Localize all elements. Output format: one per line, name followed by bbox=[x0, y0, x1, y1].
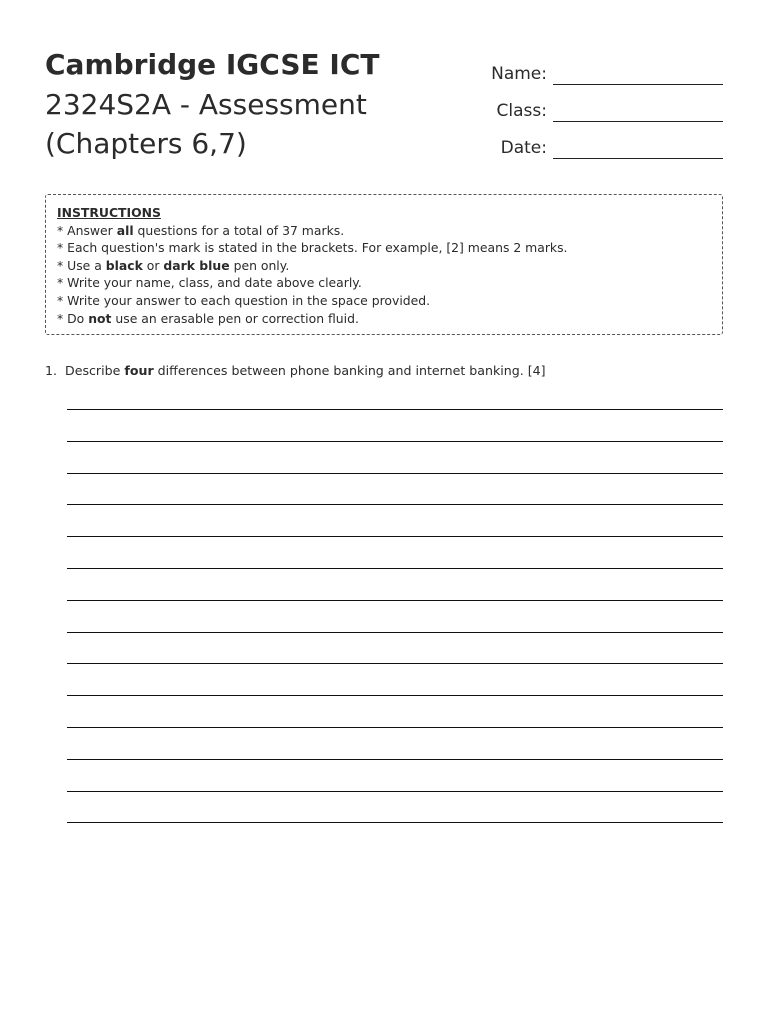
answer-line[interactable] bbox=[67, 759, 723, 791]
answer-line[interactable] bbox=[67, 791, 723, 823]
answer-line[interactable] bbox=[67, 822, 723, 824]
question-number: 1. bbox=[45, 363, 58, 378]
assessment-chapters: (Chapters 6,7) bbox=[45, 127, 247, 160]
instruction-line-4: * Write your name, class, and date above clearly. bbox=[57, 275, 362, 291]
class-blank-line[interactable] bbox=[553, 98, 723, 122]
answer-line[interactable] bbox=[67, 663, 723, 695]
instructions-box bbox=[45, 194, 723, 335]
answer-area[interactable] bbox=[67, 409, 723, 824]
name-blank-line[interactable] bbox=[553, 61, 723, 85]
answer-line[interactable] bbox=[67, 695, 723, 727]
name-field[interactable] bbox=[463, 48, 723, 85]
answer-line[interactable] bbox=[67, 536, 723, 568]
instruction-line-6: * Do not use an erasable pen or correction fluid. bbox=[57, 310, 359, 326]
document-header bbox=[45, 45, 379, 163]
student-info-fields bbox=[463, 48, 723, 159]
instruction-line-2: * Each question's mark is stated in the brackets. For example, [2] means 2 marks. bbox=[57, 240, 568, 256]
answer-line[interactable] bbox=[67, 632, 723, 664]
answer-line[interactable] bbox=[67, 473, 723, 505]
answer-line[interactable] bbox=[67, 727, 723, 759]
answer-line[interactable] bbox=[67, 441, 723, 473]
question-text-post: differences between phone banking and internet banking. [4] bbox=[153, 363, 546, 378]
name-label: Name: bbox=[491, 64, 547, 84]
question-text-pre: Describe bbox=[65, 363, 125, 378]
answer-line[interactable] bbox=[67, 600, 723, 632]
date-field[interactable] bbox=[463, 122, 723, 159]
question-1 bbox=[45, 362, 546, 379]
answer-line[interactable] bbox=[67, 409, 723, 441]
answer-line[interactable] bbox=[67, 504, 723, 536]
question-text-bold: four bbox=[124, 363, 154, 378]
course-title: Cambridge IGCSE ICT bbox=[45, 48, 380, 81]
answer-line[interactable] bbox=[67, 568, 723, 600]
date-blank-line[interactable] bbox=[553, 135, 723, 159]
instruction-line-1: * Answer all questions for a total of 37 marks. bbox=[57, 222, 345, 238]
instruction-line-5: * Write your answer to each question in the space provided. bbox=[57, 292, 431, 308]
class-label: Class: bbox=[496, 101, 547, 121]
instructions-heading: INSTRUCTIONS bbox=[57, 205, 161, 220]
class-field[interactable] bbox=[463, 85, 723, 122]
instruction-line-3: * Use a black or dark blue pen only. bbox=[57, 257, 290, 273]
date-label: Date: bbox=[500, 138, 547, 158]
assessment-code: 2324S2A - Assessment bbox=[45, 88, 367, 121]
